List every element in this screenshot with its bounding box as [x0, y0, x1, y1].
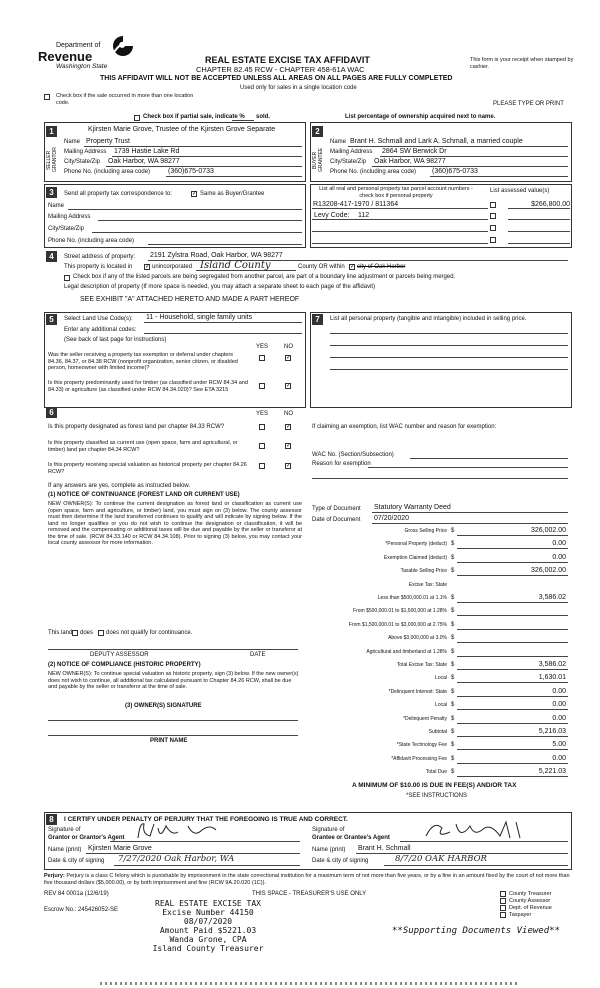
- form-chapter: CHAPTER 82.45 RCW - CHAPTER 458-61A WAC: [196, 65, 365, 74]
- tax-row-line: [457, 629, 568, 630]
- partial-sale-checkbox[interactable]: [134, 115, 140, 121]
- stamp-line-1: REAL ESTATE EXCISE TAX: [155, 899, 261, 908]
- copy-county-treasurer: County Treasurer: [509, 891, 552, 897]
- tax-row-label: From $1,500,000.01 to $3,000,000 at 2.75%: [348, 622, 447, 628]
- corr-phone-label: Phone No. (including area code): [48, 238, 135, 244]
- street-address[interactable]: 2191 Zylstra Road, Oak Harbor, WA 98277: [150, 252, 283, 259]
- tax-row-label: Gross Selling Price: [404, 528, 447, 534]
- grantee-agent-label: Grantee or Grantee's Agent: [312, 835, 390, 841]
- tax-row-value[interactable]: 5.00: [552, 741, 566, 748]
- multi-location-checkbox[interactable]: [44, 94, 50, 100]
- unincorporated-checkbox[interactable]: ✓: [145, 264, 151, 270]
- parcel-header: List all real and personal property tax parcel account numbers - check box if personal property: [319, 186, 473, 199]
- tax-row-dollar: $: [451, 528, 455, 534]
- print-name-label: PRINT NAME: [150, 738, 188, 744]
- buyer-city-label: City/State/Zip: [330, 159, 367, 165]
- buyer-side-label: BUYER GRANTEE: [312, 147, 324, 173]
- tax-row-value[interactable]: 326,002.00: [530, 567, 566, 574]
- buyer-phone[interactable]: (360)675-0733: [432, 168, 478, 175]
- tax-row-dollar: $: [451, 662, 455, 668]
- single-location-note: Used only for sales in a single location code: [240, 85, 357, 91]
- tax-row-line: [457, 562, 568, 563]
- continuance-title: (1) NOTICE OF CONTINUANCE (FOREST LAND OR CURRENT USE): [48, 492, 240, 498]
- s5-no-header: NO: [284, 344, 293, 350]
- same-as-buyer-label: Same as Buyer/Grantee: [200, 191, 265, 197]
- copy-county-assessor-checkbox[interactable]: [500, 898, 506, 904]
- tax-row-label: Total Due: [425, 769, 447, 775]
- tax-row-label: Local: [435, 702, 447, 708]
- grantor-name-label: Name (print): [48, 847, 82, 853]
- section-1-number: 1: [46, 126, 57, 137]
- tax-row-label: *Delinquent Interest: State: [388, 689, 447, 695]
- buyer-mail-label: Mailing Address: [330, 149, 373, 155]
- dor-dept-top: Department of: [56, 42, 101, 49]
- minimum-due-note: A MINIMUM OF $10.00 IS DUE IN FEE(S) AND/OR TAX: [352, 782, 517, 789]
- form-title: REAL ESTATE EXCISE TAX AFFIDAVIT: [205, 55, 370, 65]
- does-not-qualify-checkbox[interactable]: [98, 630, 104, 636]
- tax-row-value[interactable]: 326,002.00: [530, 527, 566, 534]
- stamp-line-3: 08/07/2020: [183, 917, 233, 926]
- does-not-label: does not qualify for continuance.: [106, 630, 193, 636]
- tax-row-dollar: $: [451, 742, 455, 748]
- s6-question-1: Is this property designated as forest land per chapter 84.33 RCW?: [48, 424, 225, 430]
- grantor-date-city[interactable]: 7/27/2020 Oak Harbor, WA: [118, 854, 235, 864]
- ownership-note: List percentage of ownership acquired next to name.: [345, 114, 496, 120]
- exemption-label: If claiming an exemption, list WAC number and reason for exemption:: [312, 424, 497, 430]
- s6-no-header: NO: [284, 411, 293, 417]
- seller-side-label: SELLER GRANTOR: [46, 147, 58, 173]
- if-yes-note: If any answers are yes, complete as instructed below.: [48, 483, 191, 489]
- s5-question-2: Is this property predominantly used for timber (as classified under RCW 84.34 and 84.33) or agriculture (as classified under RCW 84.34.020)? See ETA 3215: [48, 380, 248, 393]
- tax-row-line: [457, 615, 568, 616]
- tax-row-value[interactable]: 0.00: [552, 540, 566, 547]
- tax-row-line: [457, 763, 568, 764]
- deputy-date-label: DATE: [250, 652, 266, 658]
- section-8-number: 8: [46, 814, 57, 825]
- deputy-assessor-label: DEPUTY ASSESSOR: [90, 652, 149, 658]
- copy-dor-checkbox[interactable]: [500, 905, 506, 911]
- tax-row-dollar: $: [451, 622, 455, 628]
- parcel-number[interactable]: R13208-417-1970 / 811364: [313, 201, 399, 208]
- certify-statement: I CERTIFY UNDER PENALTY OF PERJURY THAT THE FOREGOING IS TRUE AND CORRECT.: [64, 816, 348, 823]
- s5-question-1: Was the seller receiving a property tax exemption or deferral under chapters 84.36, 84.37, or 84.38 RCW (nonprofit organization, senior citizen, or disabled person, homeowner with limited income)?: [48, 352, 238, 371]
- s6-q1-yes-checkbox[interactable]: [259, 424, 265, 430]
- wac-label: WAC No. (Section/Subsection): [312, 452, 394, 458]
- buyer-name[interactable]: Brant H. Schmall and Lark A. Schmall, a married couple: [350, 138, 523, 145]
- tax-row-dollar: $: [451, 541, 455, 547]
- tax-row-line: [457, 669, 568, 670]
- grantor-agent-label: Grantor or Grantor's Agent: [48, 835, 125, 841]
- county-name[interactable]: Island County: [200, 260, 271, 271]
- tax-row-dollar: $: [451, 675, 455, 681]
- tax-row-line: [457, 723, 568, 724]
- tax-row-value[interactable]: 5,221.03: [538, 768, 566, 775]
- perjury-label: Perjury:: [44, 873, 65, 879]
- section-3-number: 3: [46, 187, 57, 198]
- corr-mail-label: Mailing Address: [48, 214, 91, 220]
- assessed-header: List assessed value(s): [490, 188, 550, 194]
- tax-row-line: [457, 776, 568, 777]
- county-or-label: County OR within: [298, 264, 345, 270]
- rev-number: REV 84 0001a (12/6/19): [44, 891, 109, 897]
- seller-city[interactable]: Oak Harbor, WA 98277: [108, 158, 180, 165]
- tax-row-line: [457, 575, 568, 576]
- stamp-line-5: Wanda Grone, CPA: [169, 935, 247, 944]
- treasurer-use-only: THIS SPACE - TREASURER'S USE ONLY: [252, 891, 367, 897]
- copy-county-assessor: County Assessor: [509, 898, 551, 904]
- send-correspondence-label: Send all property tax correspondence to:: [64, 191, 173, 197]
- seller-phone-label: Phone No. (including area code): [64, 169, 151, 175]
- corr-city-label: City/State/Zip: [48, 226, 85, 232]
- doc-date-label: Date of Document: [312, 517, 361, 523]
- tax-row-label: *Personal Property (deduct): [385, 541, 447, 547]
- buyer-mail[interactable]: 2864 SW Berwick Dr: [382, 148, 447, 155]
- tax-row-line: [457, 548, 568, 549]
- copy-county-treasurer-checkbox[interactable]: [500, 891, 506, 897]
- tax-row-dollar: $: [451, 756, 455, 762]
- perjury-notice: [44, 873, 572, 886]
- copy-taxpayer: Taxpayer: [509, 912, 532, 918]
- s6-yes-header: YES: [256, 411, 269, 417]
- s6-q2-yes-checkbox[interactable]: [259, 443, 265, 449]
- seller-mail[interactable]: 1739 Hastie Lake Rd: [114, 148, 180, 155]
- personal-property-checkbox-2[interactable]: [490, 213, 496, 219]
- treasurer-stamp: [148, 899, 268, 953]
- buyer-name-label: Name: [330, 139, 347, 145]
- grantee-name-label: Name (print): [312, 847, 346, 853]
- stamp-line-6: Island County Treasurer: [152, 944, 264, 953]
- grantor-signature-image: [130, 818, 250, 842]
- doc-type[interactable]: Statutory Warranty Deed: [374, 504, 451, 511]
- doc-date[interactable]: 07/20/2020: [374, 515, 410, 522]
- reason-label: Reason for exemption: [312, 461, 371, 467]
- tax-row-line: [457, 749, 568, 750]
- does-qualify-checkbox[interactable]: [72, 630, 78, 636]
- tax-row-value[interactable]: 1,630.01: [538, 674, 566, 681]
- copy-taxpayer-checkbox[interactable]: [500, 912, 506, 918]
- personal-property-checkbox-3[interactable]: [490, 225, 496, 231]
- continuance-body: NEW OWNER(S): To continue the current designation as forest land or classification as current use (open space, farm and agriculture, or timber) land, you must sign on (3) below. The county assessor must then determine if the land transferred continues to qualify and will indicate by signing below. If the land no longer qualifies or you do not wish to continue the designation or classification, it will be removed and the compensating or additional taxes will be due and payable by the seller or transferor at the time of sale. (RCW 84.33.140 or RCW 84.34.108). Prior to signing (3) below, you may contact your local county assessor for more information.: [48, 501, 302, 546]
- tax-row-dollar: $: [451, 595, 455, 601]
- tax-row-label: Above $3,000,000 at 3.0%: [388, 635, 447, 641]
- buyer-phone-label: Phone No. (including area code): [330, 169, 417, 175]
- tax-row-value[interactable]: 3,586.02: [538, 594, 566, 601]
- bottom-scan-edge: [100, 982, 520, 985]
- tax-row-value[interactable]: 0.00: [552, 554, 566, 561]
- tax-row-label: Total Excise Tax: State: [396, 662, 447, 668]
- tax-row-line: [457, 696, 568, 697]
- tax-row-dollar: $: [451, 608, 455, 614]
- dor-logo: [38, 36, 138, 70]
- s5-q1-no-checkbox[interactable]: ✓: [286, 355, 292, 361]
- assessed-value[interactable]: $266,800.00: [531, 201, 570, 208]
- city-checkbox[interactable]: ✓: [350, 264, 356, 270]
- tax-row-label: Taxable Selling Price: [400, 568, 447, 574]
- tax-row-line: [457, 709, 568, 710]
- tax-row-value[interactable]: 0.00: [552, 688, 566, 695]
- multi-location-label: Check box if the sale occurred in more than one location code.: [56, 93, 194, 106]
- s6-q3-no-checkbox[interactable]: ✓: [286, 463, 292, 469]
- levy-label: Levy Code:: [314, 212, 350, 219]
- s5-q1-yes-checkbox[interactable]: [259, 355, 265, 361]
- street-label: Street address of property:: [64, 254, 136, 260]
- see-instructions: *SEE INSTRUCTIONS: [406, 793, 468, 799]
- grantee-date-city[interactable]: 8/7/20 OAK HARBOR: [395, 854, 487, 864]
- segregated-label: Check box if any of the listed parcels are being segregated from another parcel, are part of a boundary line adjustment or parcels being merged.: [73, 274, 456, 280]
- s5-yes-header: YES: [256, 344, 269, 350]
- stamp-line-4: Amount Paid $5221.03: [159, 926, 257, 935]
- owner-signature-label: (3) OWNER(S) SIGNATURE: [125, 703, 202, 709]
- tax-row-dollar: $: [451, 689, 455, 695]
- tax-row-label: *State Technology Fee: [396, 742, 447, 748]
- personal-property-section: [310, 312, 572, 408]
- stamp-line-2: Excise Number 44150: [162, 908, 254, 917]
- located-label: This property is located in: [64, 264, 133, 270]
- levy-code[interactable]: 112: [358, 212, 370, 219]
- tax-row-line: [457, 642, 568, 643]
- escrow-number: Escrow No.: 245426052-SE: [44, 907, 119, 913]
- seller-mail-label: Mailing Address: [64, 149, 107, 155]
- tax-row-dollar: $: [451, 555, 455, 561]
- section-6-number: 6: [46, 407, 57, 418]
- copy-dor: Dept. of Revenue: [509, 905, 552, 911]
- unincorporated-label: unincorporated: [152, 264, 193, 270]
- land-use-code[interactable]: 11 - Household, single family units: [146, 314, 253, 321]
- partial-sale-label: Check box if partial sale, indicate %: [143, 114, 245, 120]
- tax-row-line: [457, 602, 568, 603]
- tax-row-line: [457, 682, 568, 683]
- doc-type-label: Type of Document: [312, 506, 361, 512]
- tax-row-label: Less than $500,000.01 at 1.1%: [377, 595, 447, 601]
- print-note: PLEASE TYPE OR PRINT: [493, 101, 564, 107]
- s6-question-2: Is this property classified as current use (open space, farm and agricultural, or timber) land per chapter 84.34 RCW?: [48, 440, 238, 453]
- dor-dept-main: Revenue: [38, 49, 93, 64]
- grantee-name[interactable]: Brant H. Schmall: [358, 845, 411, 852]
- dor-dept-sub: Washington State: [56, 63, 108, 70]
- grantor-sig-of: Signature of: [48, 827, 81, 833]
- tax-row-label: Subtotal: [428, 729, 447, 735]
- legal-label: Legal description of property (If more space is needed, you may attach a separate sheet to each page of the affidavit): [64, 284, 376, 290]
- wa-logo-icon: [110, 34, 136, 58]
- land-use-label: Select Land Use Code(s):: [64, 316, 133, 322]
- tax-row-dollar: $: [451, 729, 455, 735]
- s5-q2-yes-checkbox[interactable]: [259, 383, 265, 389]
- segregated-checkbox[interactable]: [64, 275, 70, 281]
- s6-question-3: Is this property receiving special valuation as historical property per chapter 84.26 RCW?: [48, 462, 247, 475]
- tax-row-dollar: $: [451, 769, 455, 775]
- section-4-number: 4: [46, 251, 57, 262]
- tax-row-dollar: $: [451, 568, 455, 574]
- additional-codes-label: Enter any additional codes:: [64, 327, 137, 333]
- tax-row-value[interactable]: 0.00: [552, 701, 566, 708]
- tax-row-label: *Delinquent Penalty: [403, 716, 447, 722]
- form-warning: THIS AFFIDAVIT WILL NOT BE ACCEPTED UNLESS ALL AREAS ON ALL PAGES ARE FULLY COMPLETED: [100, 75, 453, 82]
- receipt-note: This form is your receipt when stamped by cashier.: [470, 57, 574, 70]
- s6-q1-no-checkbox[interactable]: ✓: [286, 424, 292, 430]
- tax-row-dollar: $: [451, 635, 455, 641]
- same-as-buyer-checkbox[interactable]: ✓: [192, 191, 198, 197]
- grantee-date-label: Date & city of signing: [312, 858, 369, 864]
- tax-row-label: Exemption Claimed (deduct): [383, 555, 447, 561]
- s5-q2-no-checkbox[interactable]: ✓: [286, 383, 292, 389]
- tax-row-label: Local: [435, 675, 447, 681]
- tax-row-line: [457, 656, 568, 657]
- tax-row-value[interactable]: 3,586.02: [538, 661, 566, 668]
- historic-title: (2) NOTICE OF COMPLIANCE (HISTORIC PROPERTY): [48, 662, 201, 668]
- personal-property-checkbox-4[interactable]: [490, 237, 496, 243]
- tax-row-line: [457, 736, 568, 737]
- personal-property-label: List all personal property (tangible and intangible) included in selling price.: [330, 316, 527, 322]
- tax-row-dollar: $: [451, 716, 455, 722]
- section-7-number: 7: [312, 314, 323, 325]
- s6-q3-yes-checkbox[interactable]: [259, 463, 265, 469]
- tax-row-value[interactable]: 0.00: [552, 755, 566, 762]
- tax-row-value[interactable]: 0.00: [552, 715, 566, 722]
- seller-city-label: City/State/Zip: [64, 159, 101, 165]
- section-2-number: 2: [312, 126, 323, 137]
- section-5-number: 5: [46, 314, 57, 325]
- tax-row-dollar: $: [451, 649, 455, 655]
- personal-property-checkbox-1[interactable]: [490, 202, 496, 208]
- tax-row-label: *Affidavit Processing Fee: [391, 756, 447, 762]
- legal-description[interactable]: SEE EXHIBIT "A" ATTACHED HERETO AND MADE A PART HEREOF: [80, 296, 300, 303]
- qualify-label: This land: [48, 630, 73, 636]
- see-back-note: (See back of last page for instructions): [64, 337, 167, 343]
- historic-body: NEW OWNER(S): To continue special valuation as historic property, sign (3) below. If the new owner(s) does not wish to continue, all additional tax calculated pursuant to Chapter 84.26 RCW, shall be due and payable by the seller or transferor at the time of sale.: [48, 671, 299, 690]
- buyer-city[interactable]: Oak Harbor, WA 98277: [374, 158, 446, 165]
- s6-q2-no-checkbox[interactable]: ✓: [286, 443, 292, 449]
- grantor-date-label: Date & city of signing: [48, 858, 105, 864]
- tax-row-label: Agricultural and timberland at 1.28%: [366, 649, 447, 655]
- partial-sale-sold: sold.: [256, 114, 271, 120]
- seller-phone[interactable]: (360)675-0733: [168, 168, 214, 175]
- tax-row-line: [457, 535, 568, 536]
- perjury-text: Perjury is a class C felony which is punishable by imprisonment in the state correctional institution for a maximum term of not more than five years, or by a fine in an amount fixed by the court of not more than five thousand dollars ($5,000.00), or by both imprisonment and fine (RCW 9A.20.020 (1C)).: [44, 873, 570, 886]
- city-of-label: city of Oak Harbor: [357, 264, 406, 270]
- distribution-copies: [500, 891, 552, 919]
- grantee-sig-of: Signature of: [312, 827, 345, 833]
- seller-name-label: Name: [64, 139, 81, 145]
- tax-row-label: From $500,000.01 to $1,500,000 at 1.28%: [353, 608, 447, 614]
- does-label: does: [80, 630, 94, 636]
- corr-name-label: Name: [48, 203, 65, 209]
- tax-row-dollar: $: [451, 702, 455, 708]
- tax-row-label: Excise Tax: State: [408, 582, 447, 588]
- supporting-docs-stamp: **Supporting Documents Viewed**: [392, 926, 560, 936]
- seller-name-top: Kjirsten Marie Grove, Trustee of the Kjirsten Grove Separate: [88, 126, 276, 133]
- seller-name[interactable]: Property Trust: [86, 138, 130, 145]
- grantor-name[interactable]: Kjirsten Marie Grove: [88, 845, 152, 852]
- tax-row-value[interactable]: 5,216.03: [538, 728, 566, 735]
